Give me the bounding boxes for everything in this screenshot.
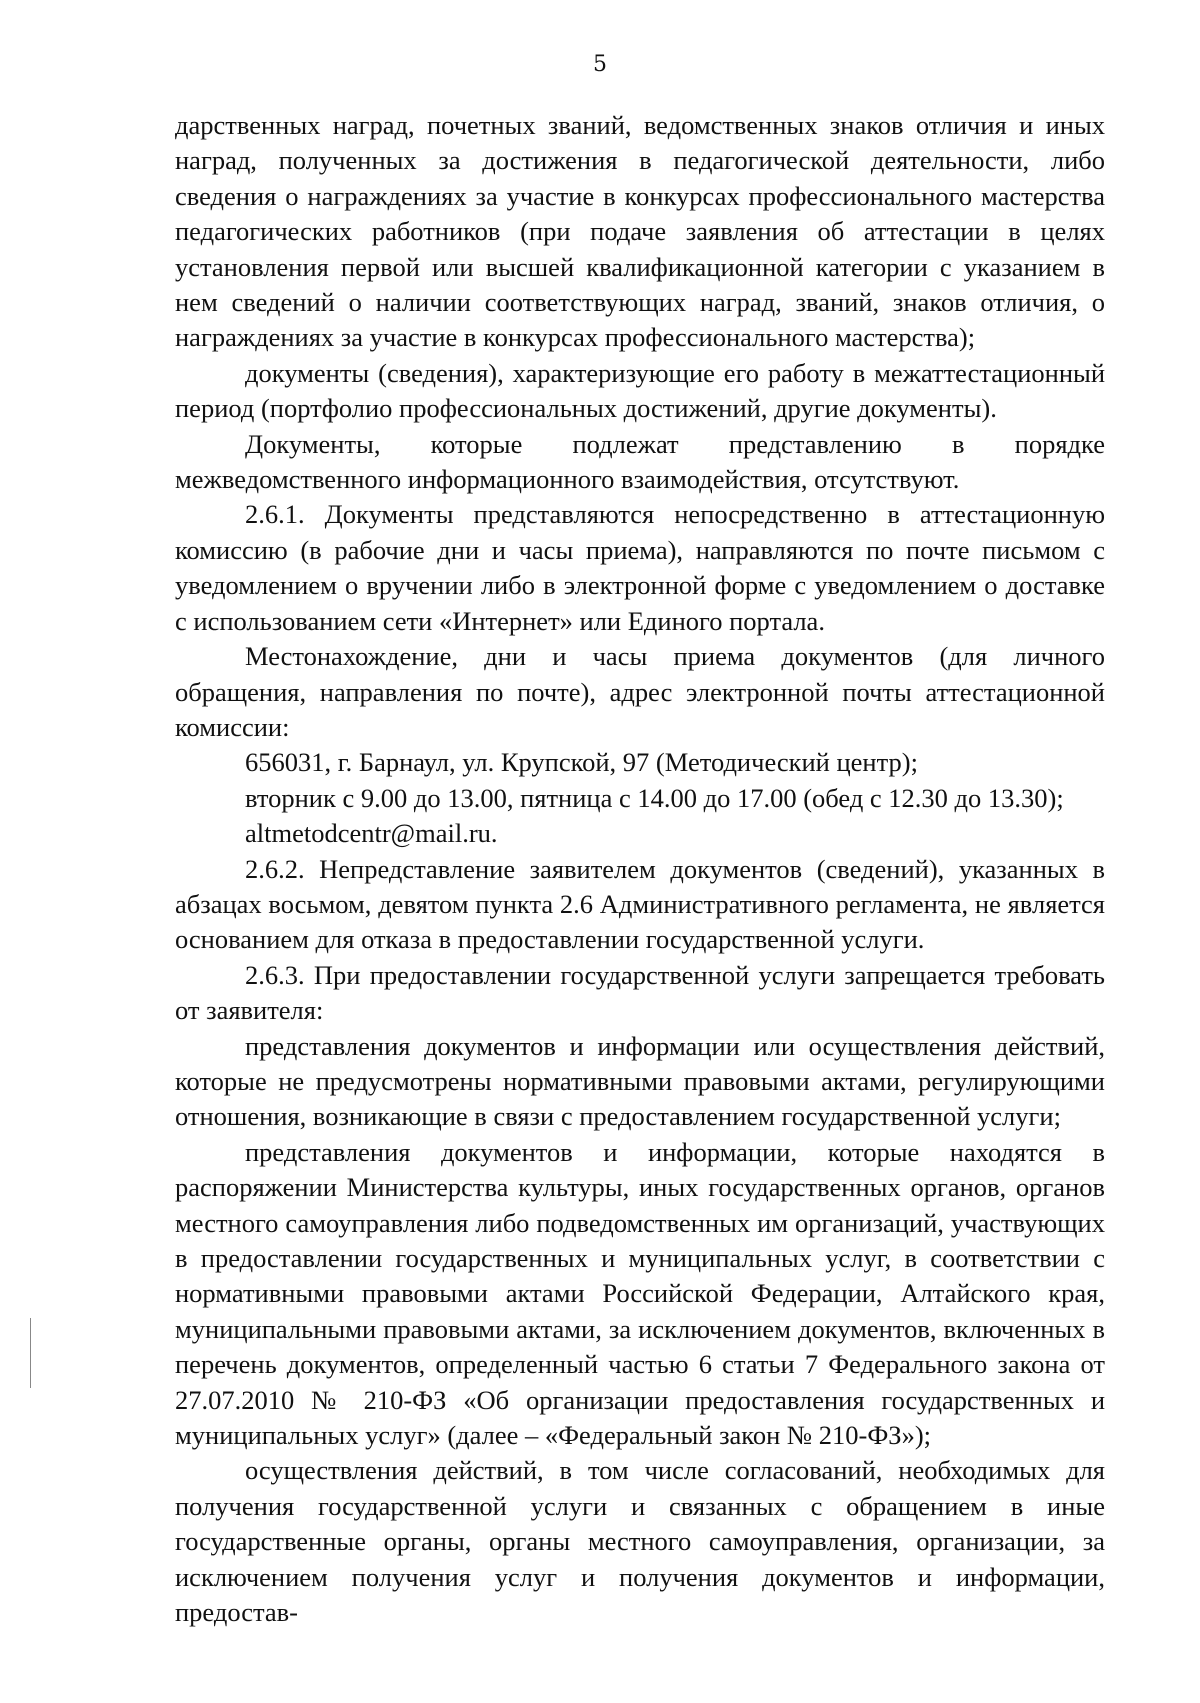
scan-artifact-line — [30, 1318, 31, 1388]
paragraph-location-intro: Местонахождение, дни и часы приема документов (для личного обращения, направления по почте), адрес электронной почты аттестационной комиссии: — [175, 641, 1105, 742]
paragraph-2-6-2: 2.6.2. Непредставление заявителем документов (сведений), указанных в абзацах восьмом, девятом пункта 2.6 Административного регламента, не является основанием для отказа в предоставлении государственной услуги. — [175, 853, 1105, 955]
address-line: 656031, г. Барнаул, ул. Крупской, 97 (Методический центр); — [245, 747, 918, 778]
paragraph-awards-continuation: дарственных наград, почетных званий, ведомственных знаков отличия и иных наград, полученных за достижения в педагогической деятельности, либо сведения о награждениях за участие в конкурсах профессионального мастерства педагогических работников (при подаче заявления об аттестации в целях установления первой или высшей квалификационной категории с указанием в нем сведений о наличии соответствующих наград, званий, знаков отличия, о награждениях за участие в конкурсах профессионального мастерства); — [175, 110, 1105, 353]
paragraph-portfolio: документы (сведения), характеризующие его работу в межаттестационный период (портфолио профессиональных достижений, другие документы). — [175, 357, 1105, 424]
paragraph-2-6-3: 2.6.3. При предоставлении государственной услуги запрещается требовать от заявителя: — [175, 959, 1105, 1026]
page-number: 5 — [593, 52, 607, 77]
hours-line: вторник с 9.00 до 13.00, пятница с 14.00 до 17.00 (обед с 12.30 до 13.30); — [245, 782, 1064, 813]
document-body — [175, 108, 1105, 1630]
paragraph-2-6-1: 2.6.1. Документы представляются непосредственно в аттестационную комиссию (в рабочие дни и часы приема), направляются по почте письмом с уведомлением о вручении либо в электронной форме с уведомлением о доставке с использованием сети «Интернет» или Единого портала. — [175, 499, 1105, 636]
paragraph-prohibition-1: представления документов и информации или осуществления действий, которые не предусмотрены нормативными правовыми актами, регулирующими отношения, возникающие в связи с предоставлением государственной услуги; — [175, 1030, 1105, 1132]
email-line: altmetodcentr@mail.ru. — [245, 818, 498, 849]
paragraph-prohibition-2: представления документов и информации, которые находятся в распоряжении Министерства культуры, иных государственных органов, органов местного самоуправления либо подведомственных им организаций, участвующих в предоставлении государственных и муниципальных услуг, в соответствии с нормативными правовыми актами Российской Федерации, Алтайского края, муниципальными правовыми актами, за исключением документов, включенных в перечень документов, определенный частью 6 статьи 7 Федерального закона от 27.07.2010 № 210-ФЗ «Об организации предоставления государственных и муниципальных услуг» (далее – «Федеральный закон № 210-ФЗ»); — [175, 1136, 1105, 1451]
paragraph-prohibition-3: осуществления действий, в том числе согласований, необходимых для получения государственной услуги и связанных с обращением в иные государственные органы, органы местного самоуправления, организации, за исключением получения услуг и получения документов и информации, предостав- — [175, 1455, 1105, 1628]
paragraph-interagency-documents: Документы, которые подлежат представлению в порядке межведомственного информационного взаимодействия, отсутствуют. — [175, 428, 1105, 495]
